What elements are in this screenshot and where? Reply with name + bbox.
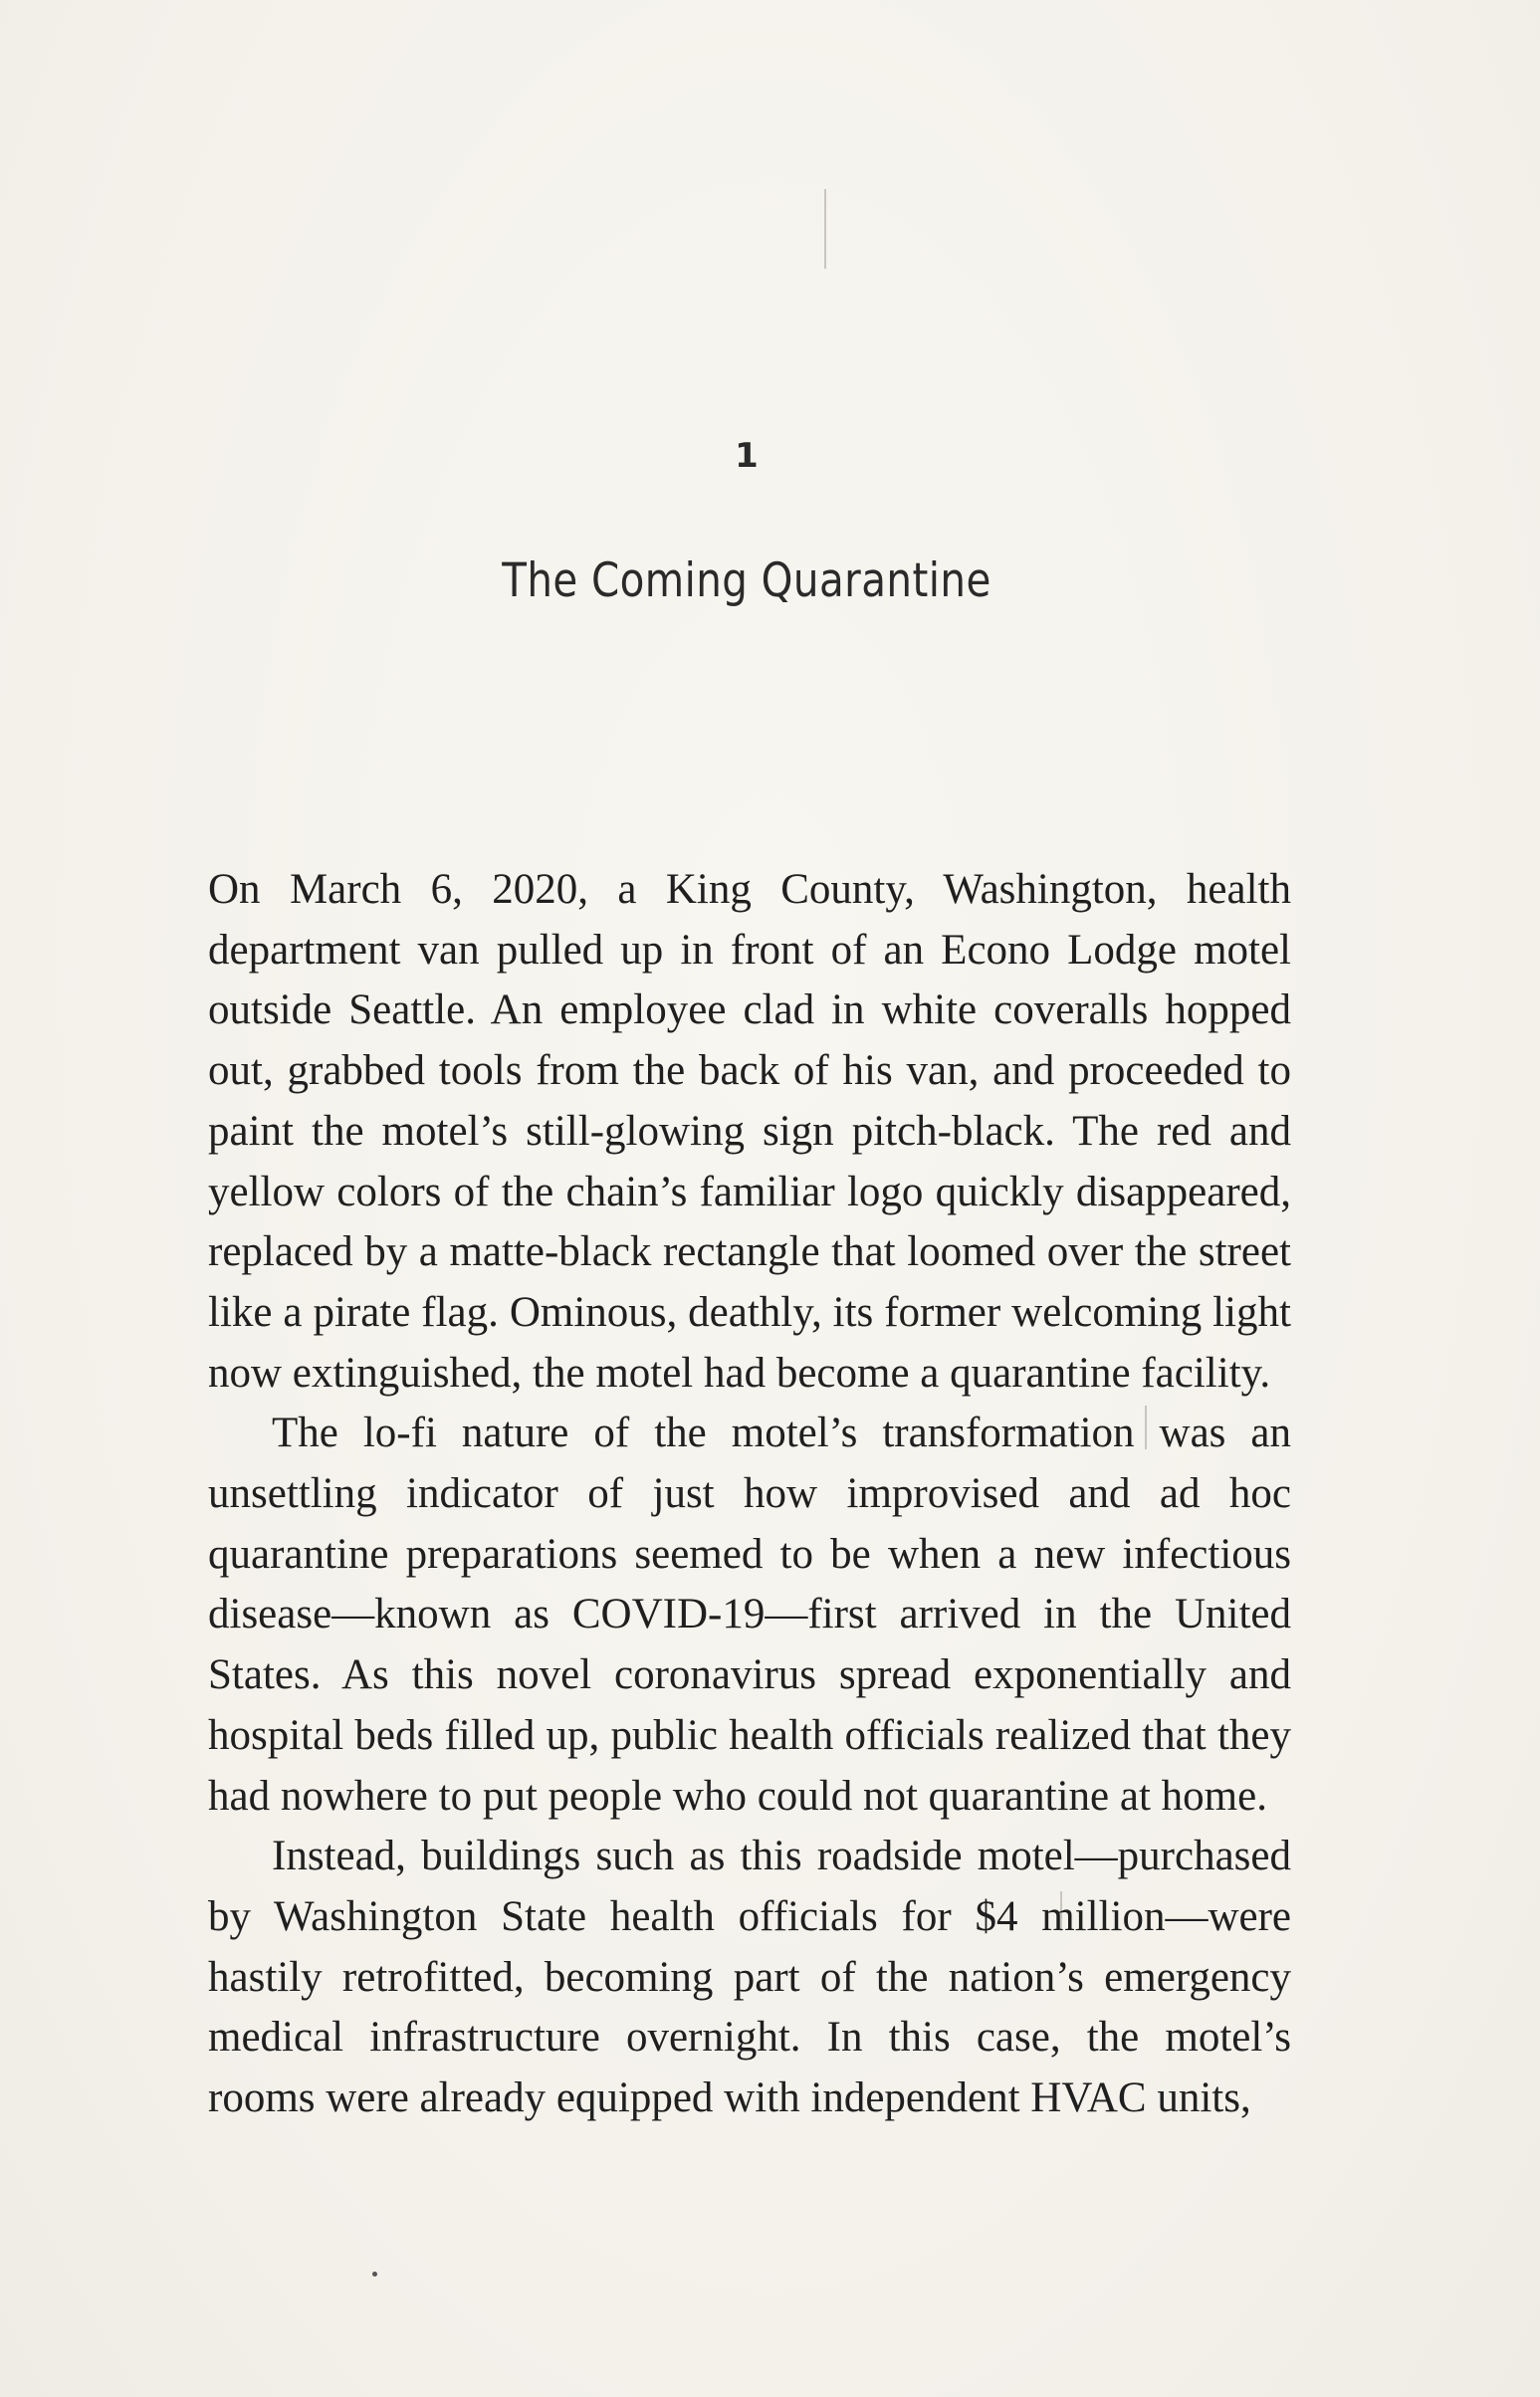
chapter-title: The Coming Quarantine bbox=[502, 553, 991, 608]
paragraph: Instead, buildings such as this roadside motel—purchased by Washington State health officials for $4 million—were hastily retrofitted, becoming part of the nation’s emergency medical infrastructure overnight. In this case, the motel’s rooms were already equipped with independent HVAC units, bbox=[208, 1833, 1291, 2122]
scan-mark bbox=[824, 189, 826, 269]
body-text bbox=[208, 860, 1291, 2129]
paragraph: On March 6, 2020, a King County, Washington, health department van pulled up in front of an Econo Lodge motel outside Seattle. An employee clad in white coveralls hopped out, grabbed tools from the back of his van, and proceeded to paint the motel’s still-glowing sign pitch-black. The red and yellow colors of the chain’s familiar logo quickly disappeared, replaced by a matte-black rectangle that loomed over the street like a pirate flag. Ominous, deathly, its former welcoming light now extinguished, the motel had become a quarantine facility. bbox=[208, 866, 1291, 1397]
scan-speck bbox=[372, 2272, 377, 2277]
chapter-number: 1 bbox=[735, 436, 759, 476]
paragraph: The lo-fi nature of the motel’s transformation was an unsettling indicator of just how improvised and ad hoc quarantine preparations seemed to be when a new infectious disease—known as COVID-19—first arrived in the United States. As this novel coronavirus spread exponentially and hospital beds filled up, public health officials realized that they had nowhere to put people who could not quarantine at home. bbox=[208, 1410, 1291, 1820]
